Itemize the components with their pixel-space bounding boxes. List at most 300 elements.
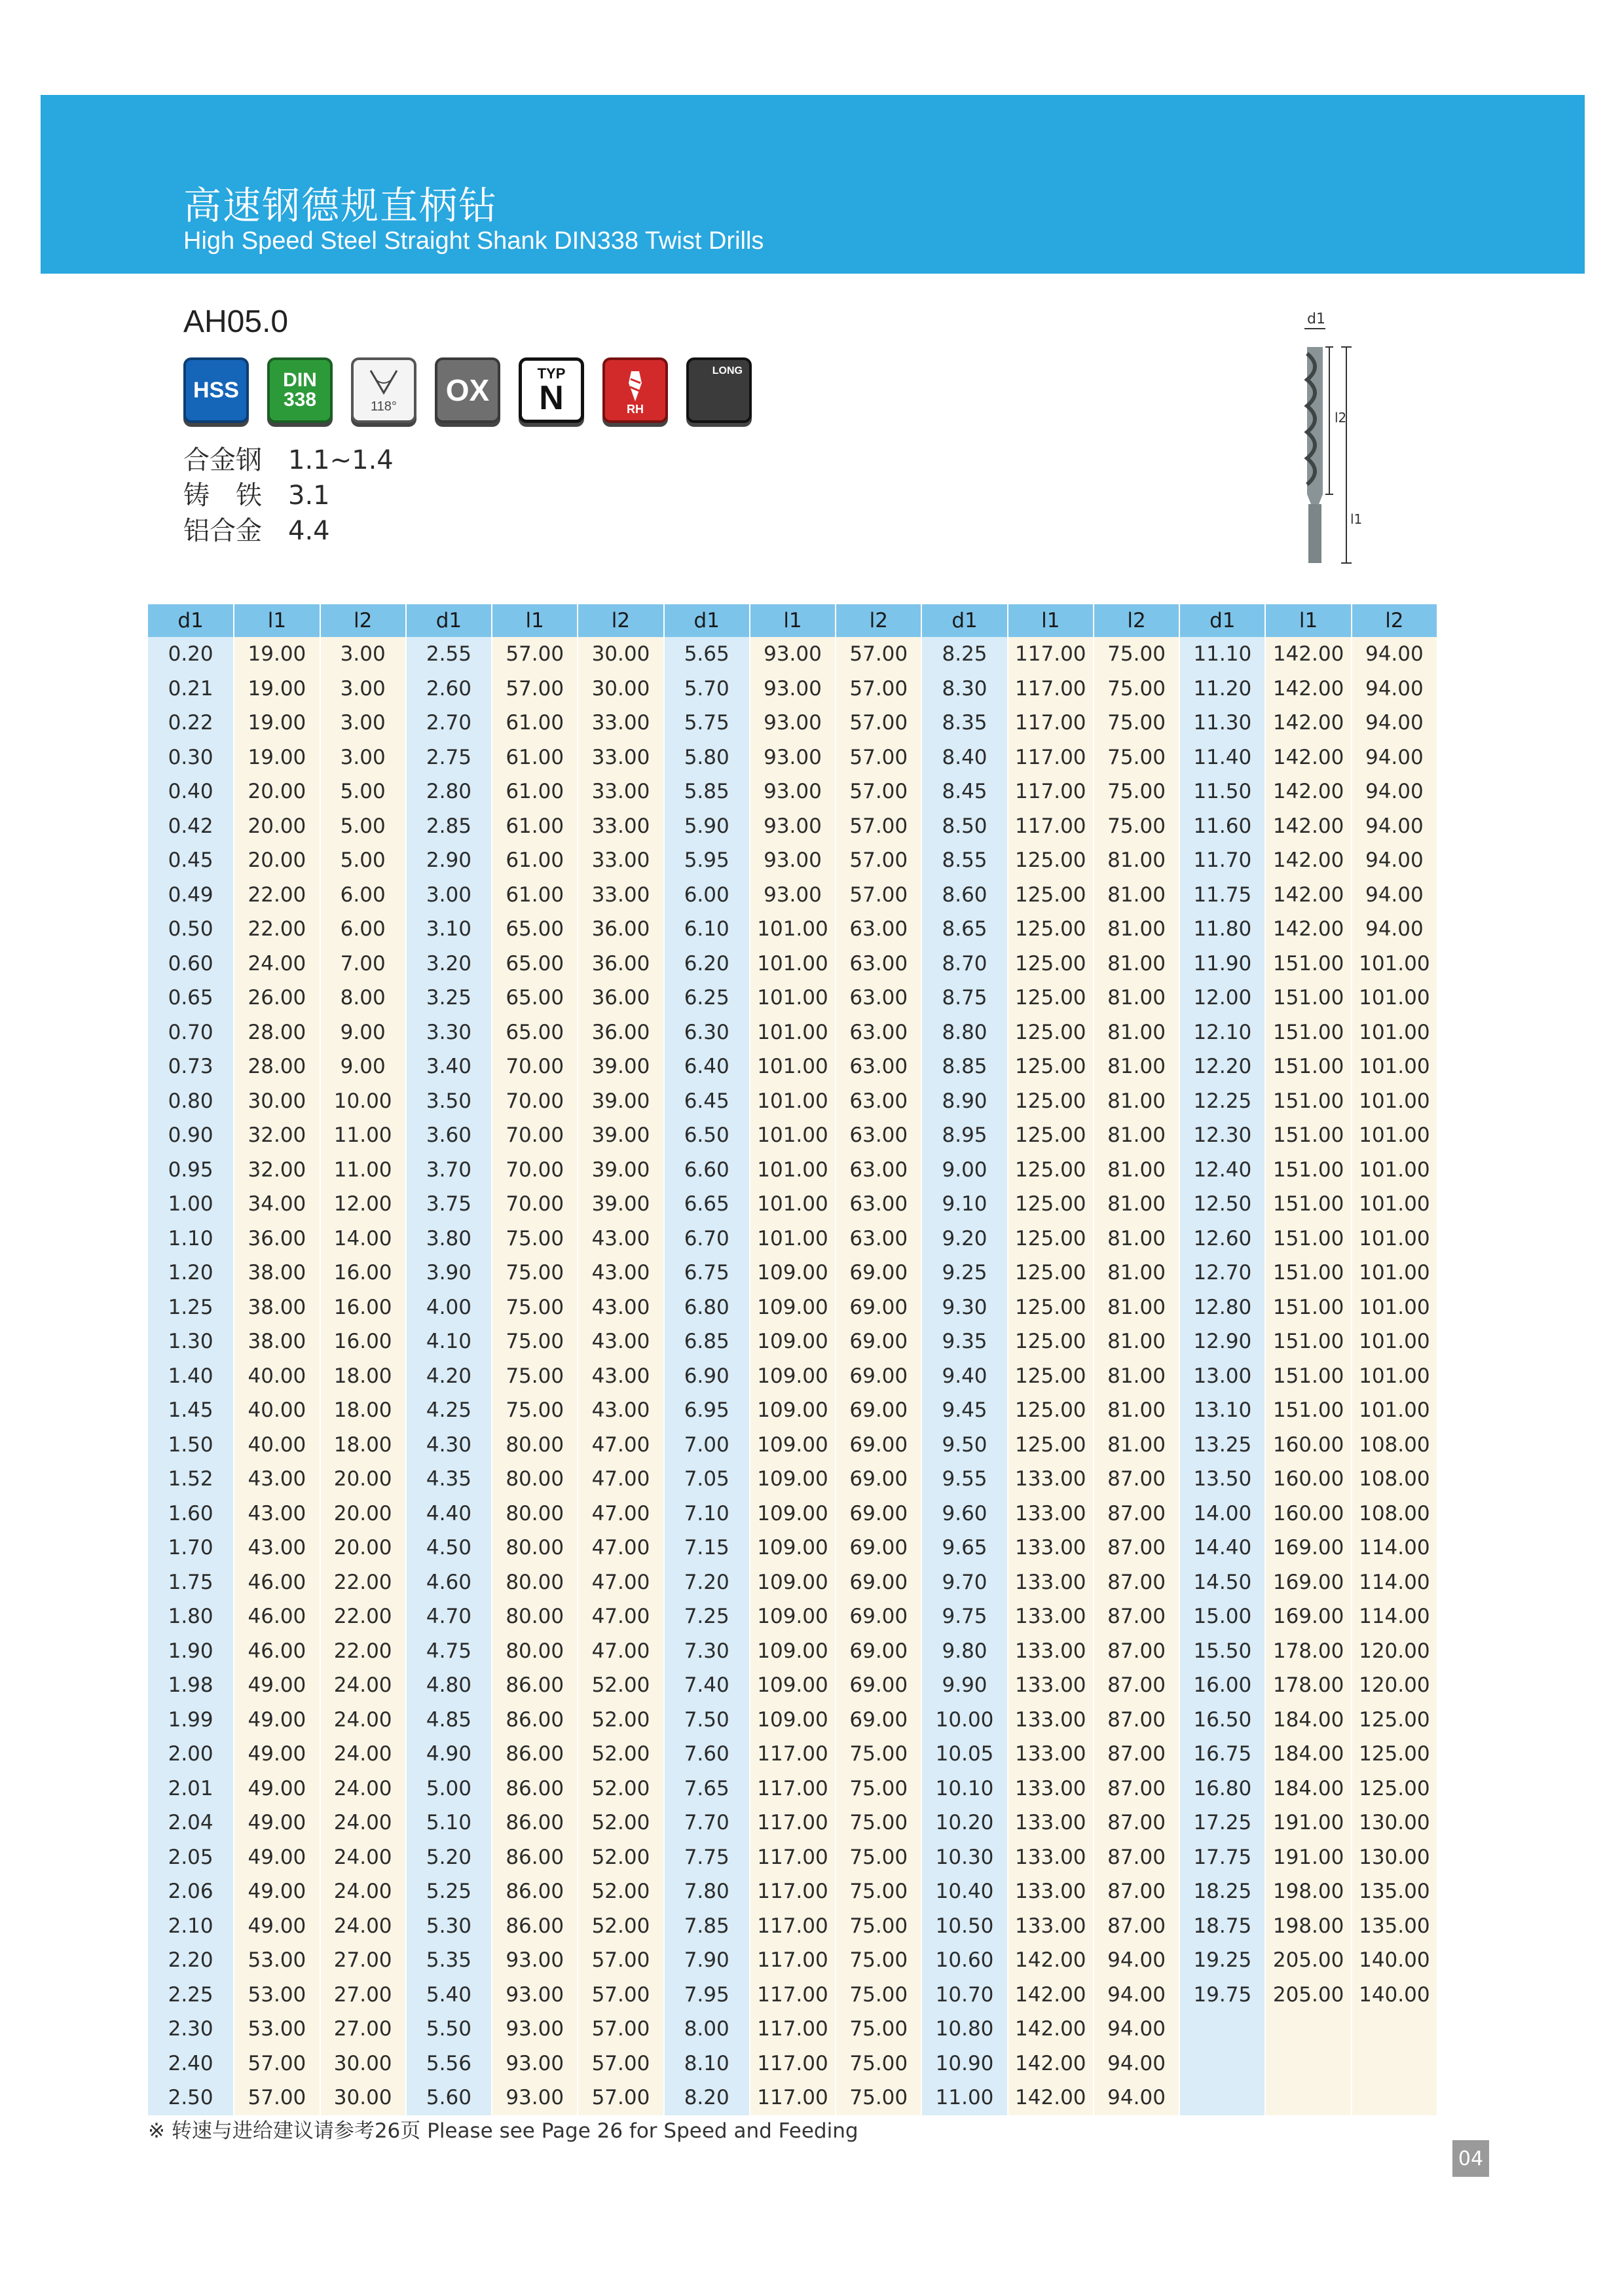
diameter-cell: 8.65 [921,912,1007,947]
length-cell: 94.00 [1094,2047,1179,2081]
length-cell: 142.00 [1008,1943,1094,1978]
length-cell: 63.00 [836,1153,921,1188]
length-cell: 140.00 [1352,1943,1437,1978]
diameter-cell: 2.25 [148,1978,234,2013]
length-cell: 93.00 [492,2081,578,2115]
diameter-cell: 7.00 [664,1428,750,1463]
length-cell: 75.00 [1094,672,1179,706]
length-cell: 94.00 [1094,1943,1179,1978]
length-cell: 125.00 [1352,1703,1437,1738]
diameter-cell: 9.65 [921,1531,1007,1565]
diameter-cell: 3.25 [406,981,492,1015]
length-cell: 142.00 [1265,740,1351,775]
diameter-cell: 6.00 [664,878,750,913]
diameter-cell: 7.70 [664,1806,750,1840]
length-cell: 49.00 [234,1909,320,1944]
length-cell: 86.00 [492,1806,578,1840]
length-cell: 46.00 [234,1634,320,1669]
diameter-cell: 8.80 [921,1015,1007,1050]
length-cell: 142.00 [1265,706,1351,740]
length-cell: 151.00 [1265,1222,1351,1256]
length-cell: 125.00 [1352,1737,1437,1772]
diameter-cell: 0.40 [148,774,234,809]
din-icon-label-top: DIN [283,369,317,391]
length-cell: 133.00 [1008,1909,1094,1944]
length-cell: 28.00 [234,1015,320,1050]
length-cell: 39.00 [578,1084,663,1119]
length-cell: 30.00 [578,637,663,672]
length-cell: 75.00 [836,1874,921,1909]
diameter-cell: 0.65 [148,981,234,1015]
length-cell: 142.00 [1265,809,1351,844]
length-cell: 57.00 [836,878,921,913]
length-cell: 26.00 [234,981,320,1015]
length-cell: 75.00 [836,2012,921,2047]
length-cell: 94.00 [1352,740,1437,775]
length-cell: 69.00 [836,1428,921,1463]
length-cell: 101.00 [1352,1153,1437,1188]
length-cell: 36.00 [578,947,663,981]
length-cell: 9.00 [320,1049,406,1084]
length-cell: 151.00 [1265,1015,1351,1050]
length-cell: 109.00 [750,1703,836,1738]
length-cell: 24.00 [320,1703,406,1738]
length-cell: 69.00 [836,1497,921,1531]
length-cell: 69.00 [836,1599,921,1634]
length-cell: 108.00 [1352,1462,1437,1497]
table-row [148,809,1437,844]
table-row [148,1118,1437,1153]
length-cell: 57.00 [578,1943,663,1978]
length-cell: 125.00 [1008,1084,1094,1119]
length-cell: 142.00 [1008,2081,1094,2115]
length-cell: 65.00 [492,912,578,947]
diameter-cell: 19.75 [1179,1978,1265,2013]
diameter-cell: 0.20 [148,637,234,672]
length-cell: 142.00 [1008,2047,1094,2081]
diameter-cell: 5.90 [664,809,750,844]
diameter-cell: 3.80 [406,1222,492,1256]
length-cell: 43.00 [578,1290,663,1325]
length-cell: 86.00 [492,1668,578,1703]
length-cell: 57.00 [578,2047,663,2081]
diameter-cell: 3.70 [406,1153,492,1188]
length-cell: 57.00 [578,2012,663,2047]
table-row [148,1531,1437,1565]
length-cell: 75.00 [836,1978,921,2013]
length-cell: 94.00 [1352,843,1437,878]
length-cell: 135.00 [1352,1909,1437,1944]
diameter-cell: 5.56 [406,2047,492,2081]
diameter-cell: 2.55 [406,637,492,672]
point-angle-icon-graphic [364,367,403,399]
length-cell: 93.00 [750,637,836,672]
diameter-cell: 8.40 [921,740,1007,775]
length-cell: 63.00 [836,1222,921,1256]
column-header: l2 [578,604,663,637]
length-cell: 87.00 [1094,1840,1179,1875]
length-cell: 120.00 [1352,1668,1437,1703]
diameter-cell: 8.95 [921,1118,1007,1153]
length-cell: 94.00 [1352,912,1437,947]
length-cell: 3.00 [320,740,406,775]
length-cell: 81.00 [1094,1187,1179,1222]
length-cell: 101.00 [750,1187,836,1222]
length-cell: 93.00 [750,878,836,913]
page-title-en: High Speed Steel Straight Shank DIN338 Twist Drills [183,227,764,255]
diameter-cell: 3.50 [406,1084,492,1119]
length-cell: 109.00 [750,1290,836,1325]
length-cell: 101.00 [1352,1015,1437,1050]
length-cell: 6.00 [320,912,406,947]
diameter-cell: 0.90 [148,1118,234,1153]
length-cell: 43.00 [578,1222,663,1256]
diameter-cell: 16.50 [1179,1703,1265,1738]
length-cell: 47.00 [578,1531,663,1565]
length-cell: 12.00 [320,1187,406,1222]
length-cell: 3.00 [320,672,406,706]
length-cell: 142.00 [1008,2012,1094,2047]
length-cell: 80.00 [492,1565,578,1600]
length-cell: 61.00 [492,878,578,913]
diameter-cell: 4.75 [406,1634,492,1669]
rh-icon-label: RH [627,403,644,416]
diameter-cell: 19.25 [1179,1943,1265,1978]
material-value: 4.4 [288,516,330,546]
length-cell: 101.00 [750,1153,836,1188]
diameter-cell [1179,2012,1265,2047]
length-cell: 151.00 [1265,1393,1351,1428]
length-cell: 101.00 [750,1084,836,1119]
diameter-cell: 1.40 [148,1359,234,1394]
length-cell: 101.00 [750,1015,836,1050]
length-cell: 22.00 [320,1565,406,1600]
length-cell: 47.00 [578,1599,663,1634]
table-row [148,1187,1437,1222]
column-header: l2 [836,604,921,637]
diameter-cell: 1.52 [148,1462,234,1497]
length-cell: 63.00 [836,1049,921,1084]
length-cell: 49.00 [234,1737,320,1772]
diameter-cell: 7.90 [664,1943,750,1978]
length-cell [1265,2081,1351,2115]
length-cell: 160.00 [1265,1462,1351,1497]
length-cell: 40.00 [234,1359,320,1394]
length-cell: 160.00 [1265,1497,1351,1531]
length-cell: 101.00 [1352,1359,1437,1394]
length-cell [1352,2047,1437,2081]
table-row [148,1359,1437,1394]
diameter-cell: 11.80 [1179,912,1265,947]
column-header: d1 [406,604,492,637]
diameter-cell: 2.01 [148,1772,234,1806]
length-cell: 24.00 [320,1772,406,1806]
length-cell: 125.00 [1008,1393,1094,1428]
diameter-cell: 8.90 [921,1084,1007,1119]
diameter-cell: 12.80 [1179,1290,1265,1325]
length-cell: 117.00 [1008,774,1094,809]
length-cell: 39.00 [578,1118,663,1153]
length-cell: 109.00 [750,1668,836,1703]
length-cell: 93.00 [492,1943,578,1978]
diameter-cell: 9.30 [921,1290,1007,1325]
length-cell: 33.00 [578,809,663,844]
length-cell: 101.00 [750,1118,836,1153]
hss-icon [183,357,249,423]
length-cell: 151.00 [1265,1256,1351,1290]
table-row [148,1324,1437,1359]
length-cell: 160.00 [1265,1428,1351,1463]
material-name: 铝合金 [183,516,262,546]
length-cell: 81.00 [1094,1153,1179,1188]
diameter-cell: 3.10 [406,912,492,947]
length-cell: 5.00 [320,843,406,878]
material-row [183,513,394,549]
diameter-cell: 12.70 [1179,1256,1265,1290]
length-cell: 142.00 [1008,1978,1094,2013]
diameter-cell: 9.80 [921,1634,1007,1669]
length-cell: 38.00 [234,1324,320,1359]
length-cell: 70.00 [492,1187,578,1222]
length-cell: 125.00 [1008,878,1094,913]
length-cell: 57.00 [836,637,921,672]
length-cell: 20.00 [320,1462,406,1497]
length-cell: 101.00 [1352,981,1437,1015]
length-cell: 38.00 [234,1290,320,1325]
diameter-cell: 1.10 [148,1222,234,1256]
length-cell: 75.00 [1094,809,1179,844]
length-cell: 43.00 [578,1359,663,1394]
length-cell: 80.00 [492,1428,578,1463]
diameter-cell: 13.50 [1179,1462,1265,1497]
length-cell: 69.00 [836,1634,921,1669]
length-cell: 69.00 [836,1531,921,1565]
diameter-cell: 11.70 [1179,843,1265,878]
length-cell: 94.00 [1352,706,1437,740]
diameter-cell: 12.50 [1179,1187,1265,1222]
length-cell: 47.00 [578,1462,663,1497]
length-cell: 75.00 [836,1909,921,1944]
length-cell: 57.00 [234,2081,320,2115]
diameter-cell: 7.10 [664,1497,750,1531]
length-cell: 93.00 [750,843,836,878]
diameter-cell: 1.00 [148,1187,234,1222]
length-cell: 117.00 [1008,706,1094,740]
length-cell: 61.00 [492,774,578,809]
length-cell: 49.00 [234,1668,320,1703]
length-cell: 18.00 [320,1393,406,1428]
diameter-cell: 15.00 [1179,1599,1265,1634]
diameter-cell: 1.90 [148,1634,234,1669]
length-cell: 30.00 [234,1084,320,1119]
length-cell: 7.00 [320,947,406,981]
length-cell: 94.00 [1094,2012,1179,2047]
length-cell: 11.00 [320,1153,406,1188]
length-cell: 133.00 [1008,1531,1094,1565]
length-cell: 75.00 [836,1737,921,1772]
length-cell: 117.00 [1008,740,1094,775]
length-cell: 36.00 [578,981,663,1015]
length-cell: 93.00 [492,1978,578,2013]
diameter-cell: 6.85 [664,1324,750,1359]
length-cell: 130.00 [1352,1806,1437,1840]
diameter-cell: 7.85 [664,1909,750,1944]
diameter-cell: 10.40 [921,1874,1007,1909]
diameter-cell: 9.50 [921,1428,1007,1463]
diameter-cell: 7.15 [664,1531,750,1565]
long-icon-label: LONG [712,365,743,376]
length-cell: 135.00 [1352,1874,1437,1909]
diameter-cell: 9.25 [921,1256,1007,1290]
length-cell: 109.00 [750,1428,836,1463]
table-row [148,1049,1437,1084]
table-row [148,1290,1437,1325]
length-cell: 81.00 [1094,947,1179,981]
length-cell: 87.00 [1094,1703,1179,1738]
length-cell: 133.00 [1008,1874,1094,1909]
table-row [148,2081,1437,2115]
diameter-cell: 1.20 [148,1256,234,1290]
length-cell: 125.00 [1008,1015,1094,1050]
length-cell: 75.00 [492,1324,578,1359]
diameter-cell: 6.30 [664,1015,750,1050]
page-title-cn: 高速钢德规直柄钻 [183,183,498,228]
diameter-cell: 12.30 [1179,1118,1265,1153]
material-name: 合金钢 [183,445,262,475]
diameter-cell: 8.20 [664,2081,750,2115]
length-cell: 43.00 [578,1393,663,1428]
length-cell: 63.00 [836,1187,921,1222]
length-cell: 49.00 [234,1772,320,1806]
length-cell: 86.00 [492,1703,578,1738]
length-cell: 198.00 [1265,1874,1351,1909]
length-cell: 133.00 [1008,1668,1094,1703]
point-angle-icon-label: 118° [371,399,397,414]
length-cell: 81.00 [1094,1015,1179,1050]
diameter-cell: 9.45 [921,1393,1007,1428]
diameter-cell: 1.25 [148,1290,234,1325]
header-banner [41,95,1585,274]
diameter-cell: 6.25 [664,981,750,1015]
table-row [148,1428,1437,1463]
length-cell: 169.00 [1265,1565,1351,1600]
length-cell: 57.00 [492,637,578,672]
column-header: l2 [1352,604,1437,637]
diameter-cell: 5.95 [664,843,750,878]
diameter-cell: 2.60 [406,672,492,706]
diameter-cell: 2.90 [406,843,492,878]
length-cell: 133.00 [1008,1565,1094,1600]
diameter-cell: 3.60 [406,1118,492,1153]
diameter-cell: 0.95 [148,1153,234,1188]
length-cell: 20.00 [320,1497,406,1531]
diameter-cell: 5.65 [664,637,750,672]
length-cell: 49.00 [234,1874,320,1909]
diameter-cell: 2.05 [148,1840,234,1875]
table-row [148,637,1437,672]
diameter-cell: 5.40 [406,1978,492,2013]
diameter-cell: 7.60 [664,1737,750,1772]
diameter-cell: 2.04 [148,1806,234,1840]
length-cell: 75.00 [1094,637,1179,672]
column-header: d1 [921,604,1007,637]
diameter-cell: 1.30 [148,1324,234,1359]
length-cell: 169.00 [1265,1599,1351,1634]
diameter-cell: 6.65 [664,1187,750,1222]
length-cell: 69.00 [836,1324,921,1359]
length-cell: 94.00 [1352,878,1437,913]
length-cell: 75.00 [836,1806,921,1840]
length-cell: 191.00 [1265,1806,1351,1840]
diameter-cell: 6.90 [664,1359,750,1394]
typ-icon-label-bottom: N [539,379,564,417]
length-cell: 11.00 [320,1118,406,1153]
length-cell: 130.00 [1352,1840,1437,1875]
diameter-cell: 8.45 [921,774,1007,809]
diameter-cell: 5.75 [664,706,750,740]
diameter-cell: 8.30 [921,672,1007,706]
length-cell: 52.00 [578,1703,663,1738]
diameter-cell: 7.80 [664,1874,750,1909]
length-cell: 93.00 [750,740,836,775]
diameter-cell: 14.40 [1179,1531,1265,1565]
length-cell: 34.00 [234,1187,320,1222]
diameter-cell: 1.99 [148,1703,234,1738]
diameter-cell: 0.50 [148,912,234,947]
length-cell: 69.00 [836,1393,921,1428]
diameter-cell: 12.90 [1179,1324,1265,1359]
diameter-cell: 9.40 [921,1359,1007,1394]
length-cell [1265,2047,1351,2081]
diameter-cell: 4.60 [406,1565,492,1600]
length-cell: 81.00 [1094,1359,1179,1394]
table-row [148,2047,1437,2081]
length-cell: 117.00 [750,1806,836,1840]
length-cell: 133.00 [1008,1497,1094,1531]
table-row [148,1565,1437,1600]
diameter-cell: 13.10 [1179,1393,1265,1428]
ox-coating-icon [435,357,500,423]
diameter-cell: 0.49 [148,878,234,913]
material-value: 1.1~1.4 [288,445,394,475]
table-row [148,1084,1437,1119]
length-cell: 63.00 [836,1118,921,1153]
diameter-cell: 12.20 [1179,1049,1265,1084]
diameter-cell: 13.25 [1179,1428,1265,1463]
ox-icon-label: OX [445,373,490,407]
table-row [148,1703,1437,1738]
diameter-cell: 6.40 [664,1049,750,1084]
diameter-cell: 9.70 [921,1565,1007,1600]
din338-icon [267,357,333,423]
diameter-cell: 10.20 [921,1806,1007,1840]
length-cell: 65.00 [492,1015,578,1050]
length-cell: 22.00 [320,1634,406,1669]
length-cell: 57.00 [578,1978,663,2013]
diameter-cell: 2.85 [406,809,492,844]
table-row [148,1256,1437,1290]
length-cell: 24.00 [320,1874,406,1909]
table-row [148,1462,1437,1497]
diameter-cell: 8.55 [921,843,1007,878]
length-cell: 69.00 [836,1462,921,1497]
length-cell: 93.00 [492,2047,578,2081]
length-cell: 75.00 [492,1256,578,1290]
length-cell: 63.00 [836,1084,921,1119]
diameter-cell: 4.35 [406,1462,492,1497]
long-length-icon [686,357,752,423]
table-row [148,672,1437,706]
